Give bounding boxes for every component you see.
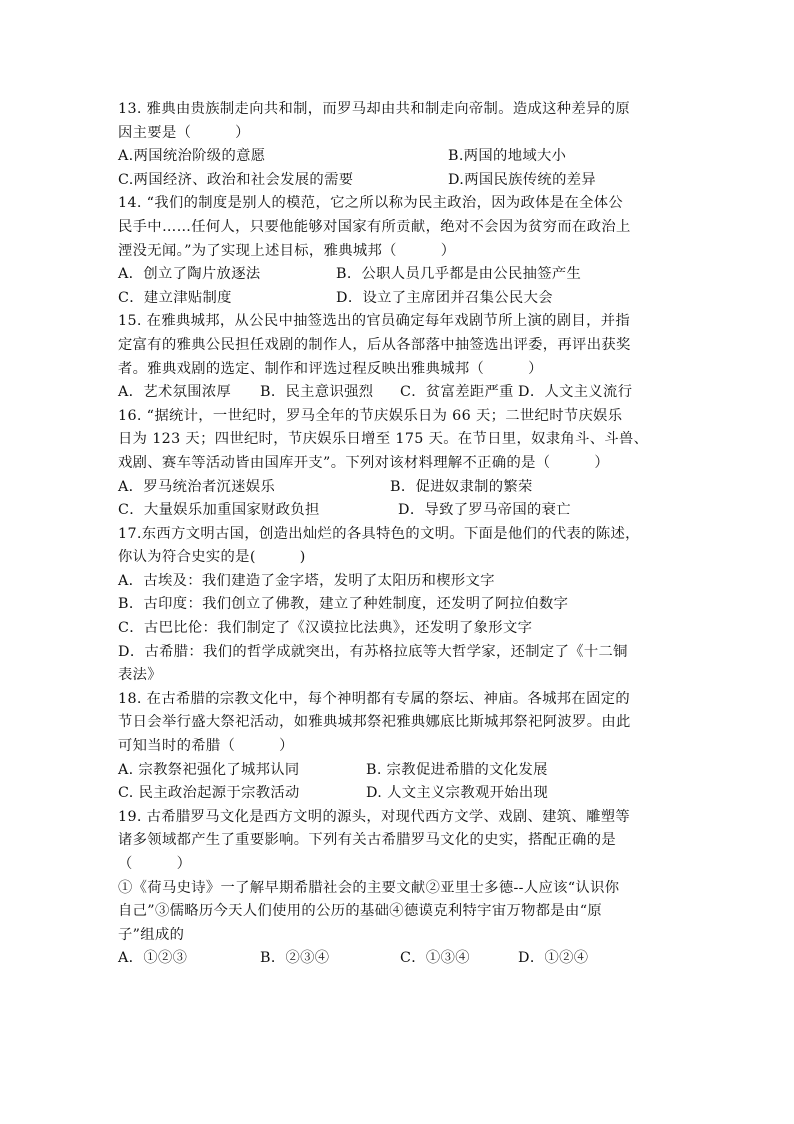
question-16-options-row-1: [118, 476, 684, 500]
option-b: B．促进奴隶制的繁荣: [390, 478, 533, 495]
question-19-stem-line-6: 子”组成的: [118, 926, 185, 943]
option-d: D．①②④: [518, 950, 589, 967]
question-18-stem-line-1: 18. 在古希腊的宗教文化中，每个神明都有专属的祭坛、神庙。各城邦在固定的: [118, 690, 631, 707]
option-a: A．艺术氛围浓厚: [118, 384, 232, 401]
question-13-stem-line-1: 13. 雅典由贵族制走向共和制，而罗马却由共和制走向帝制。造成这种差异的原: [118, 101, 631, 117]
option-c: C．建立津贴制度: [118, 289, 232, 306]
option-d: D．人文主义流行: [518, 384, 633, 401]
question-14-stem-line-1: 14. “我们的制度是别人的模范，它之所以称为民主政治，因为政体是在全体公: [118, 195, 624, 212]
question-18-options-row-1: [118, 759, 684, 783]
option-b: B．②③④: [260, 950, 330, 967]
question-17-option-a: A．古埃及：我们建造了金字塔，发明了太阳历和楔形文字: [118, 572, 495, 589]
option-c: C．大量娱乐加重国家财政负担: [118, 502, 320, 519]
question-17-stem-line-2: 你认为符合史实的是( ): [118, 549, 306, 566]
option-c: C.两国经济、政治和社会发展的需要: [118, 171, 354, 188]
option-c: C．①③④: [400, 950, 470, 967]
option-c: C. 民主政治起源于宗教活动: [118, 785, 300, 802]
option-d: D. 人文主义宗教观开始出现: [366, 785, 549, 802]
question-list: [118, 98, 684, 971]
question-17-option-b: B．古印度：我们创立了佛教，建立了种姓制度，还发明了阿拉伯数字: [118, 596, 569, 613]
question-14-stem-line-3: 湮没无闻。”为了实现上述目标，雅典城邦（ ）: [118, 242, 456, 259]
question-16-stem-line-2: 日为 123 天；四世纪时，节庆娱乐日增至 175 天。在节日里，奴隶角斗、斗兽、: [118, 431, 649, 448]
question-18-stem-line-3: 可知当时的希腊（ ）: [118, 738, 294, 755]
question-16-stem-line-1: 16. “据统计，一世纪时，罗马全年的节庆娱乐日为 66 天；二世纪时节庆娱乐: [118, 407, 623, 424]
question-19-stem-line-4: ①《荷马史诗》一了解早期希腊社会的主要文献②亚里士多德--人应该“认识你: [118, 879, 620, 896]
question-15-stem-line-1: 15. 在雅典城邦，从公民中抽签选出的官员确定每年戏剧节所上演的剧目，并指: [118, 313, 631, 330]
option-d: D.两国民族传统的差异: [448, 171, 597, 188]
question-13-stem-line-2: 因主要是（ ）: [118, 124, 250, 141]
question-13-options-row-2: [118, 169, 684, 193]
option-a: A．①②③: [118, 950, 188, 967]
question-15-options-row: [118, 381, 684, 405]
option-a: A.两国统治阶级的意愿: [118, 148, 266, 165]
question-16-options-row-2: [118, 499, 684, 523]
question-19-options-row: [118, 947, 684, 971]
question-19-stem-line-2: 诸多领域都产生了重要影响。下列有关古希腊罗马文化的史实，搭配正确的是: [118, 832, 616, 849]
question-19-stem-line-3: （ ）: [118, 856, 192, 872]
question-17-option-d: D．古希腊：我们的哲学成就突出，有苏格拉底等大哲学家，还制定了《十二铜: [118, 643, 628, 660]
question-14-options-row-1: [118, 263, 684, 287]
question-19-stem-line-5: 自己”③儒略历今天人们使用的公历的基础④德谟克利特宇宙万物都是由“原: [118, 903, 603, 920]
question-14-stem-line-2: 民手中……任何人，只要他能够对国家有所贡献，绝对不会因为贫穷而在政治上: [118, 218, 631, 235]
option-d: D．设立了主席团并召集公民大会: [336, 289, 553, 306]
question-19-stem-line-1: 19. 古希腊罗马文化是西方文明的源头，对现代西方文学、戏剧、建筑、雕塑等: [118, 808, 631, 825]
question-15-stem-line-2: 定富有的雅典公民担任戏剧的制作人，后从各部落中抽签选出评委，再评出获奖: [118, 336, 631, 353]
option-d: D．导致了罗马帝国的衰亡: [398, 502, 571, 519]
question-18-stem-line-2: 节日会举行盛大祭祀活动，如雅典城邦祭祀雅典娜底比斯城邦祭祀阿波罗。由此: [118, 714, 631, 731]
question-16-stem-line-3: 戏剧、赛车等活动皆由国库开支”。下列对该材料理解不正确的是（ ）: [118, 454, 610, 471]
option-b: B．民主意识强烈: [260, 384, 374, 401]
question-17-option-c: C．古巴比伦：我们制定了《汉谟拉比法典》，还发明了象形文字: [118, 620, 533, 637]
question-17-stem-line-1: 17.东西方文明古国，创造出灿烂的各具特色的文明。下面是他们的代表的陈述，: [118, 525, 640, 542]
question-15-stem-line-3: 者。雅典戏剧的选定、制作和评选过程反映出雅典城邦（ ）: [118, 360, 543, 377]
option-a: A. 宗教祭祀强化了城邦认同: [118, 761, 300, 778]
option-a: A．罗马统治者沉迷娱乐: [118, 478, 276, 495]
question-17-option-d-cont: 表法》: [118, 667, 162, 684]
question-13-options-row-1: [118, 145, 684, 169]
option-b: B．公职人员几乎都是由公民抽签产生: [336, 266, 582, 283]
option-a: A．创立了陶片放逐法: [118, 266, 261, 283]
question-18-options-row-2: [118, 782, 684, 806]
option-b: B. 宗教促进希腊的文化发展: [366, 761, 548, 778]
option-c: C．贫富差距严重: [400, 384, 514, 401]
option-b: B.两国的地域大小: [448, 148, 567, 165]
question-14-options-row-2: [118, 287, 684, 311]
